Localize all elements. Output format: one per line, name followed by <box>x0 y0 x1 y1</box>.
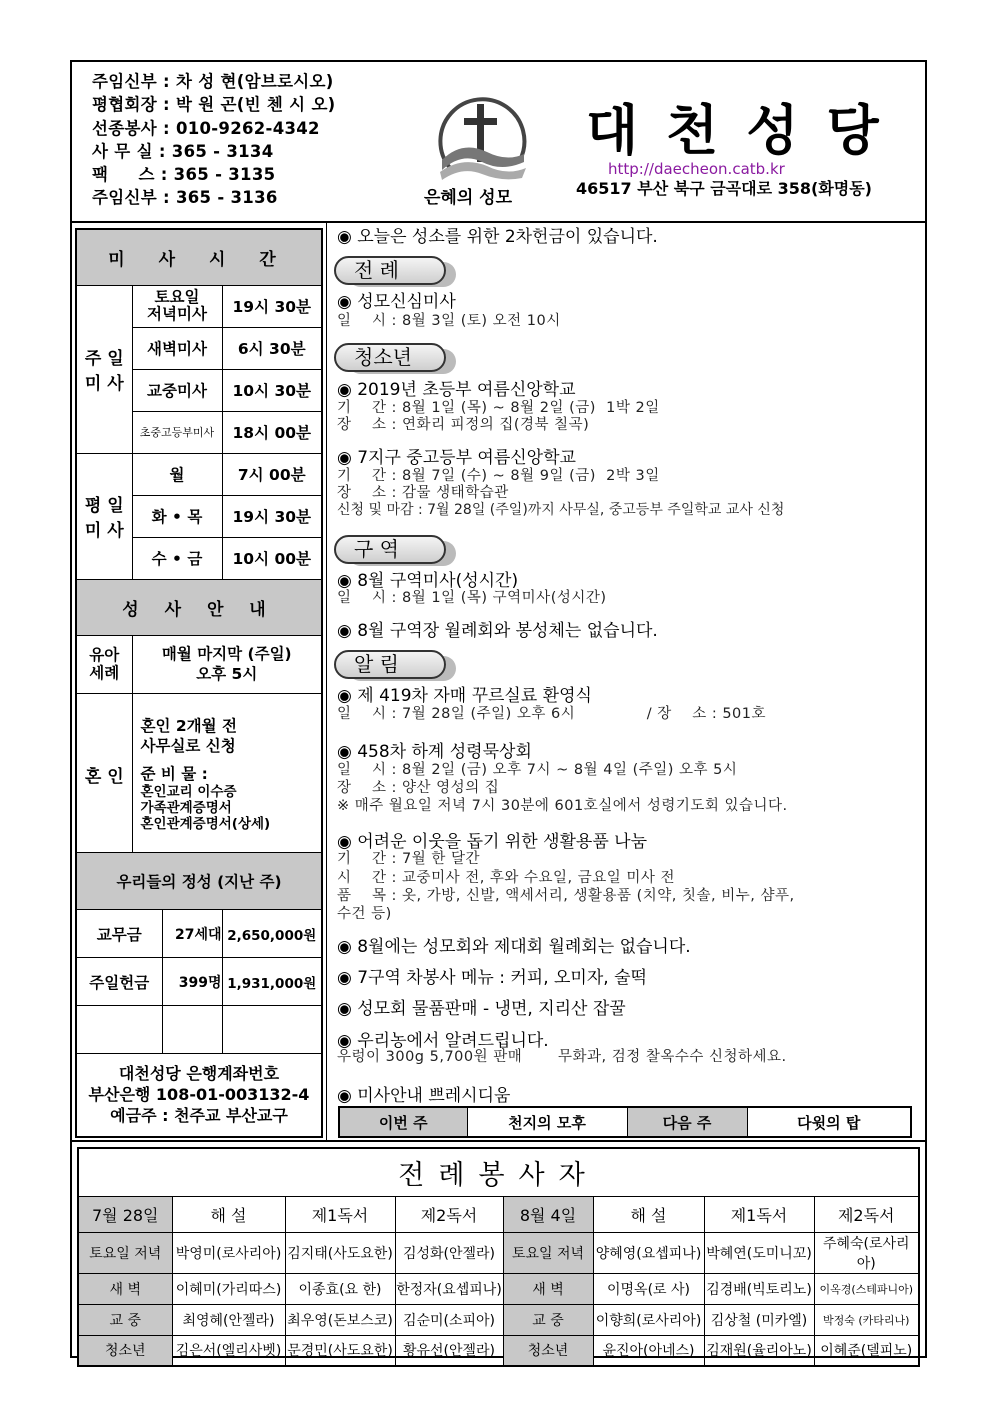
table-row <box>78 1273 919 1304</box>
pastor-phone: 주임신부 : 365 - 3136 <box>92 188 278 208</box>
mass-times-title: 미 사 시 간 <box>76 229 322 285</box>
server-name: 최우영(돈보스코) <box>285 1304 395 1335</box>
mass-time: 19시 30분 <box>222 285 322 327</box>
mass-day: 수 • 금 <box>132 537 222 579</box>
mass-label: 청소년 <box>503 1335 593 1366</box>
mass-name: 새벽미사 <box>132 327 222 369</box>
item-detail: 장 소 : 양산 영성의 집 <box>337 780 500 796</box>
item-detail: 일 시 : 8월 3일 (토) 오전 10시 <box>337 313 561 329</box>
server-name: 한정자(요셉피나) <box>395 1273 503 1304</box>
role-header: 제1독서 <box>704 1196 814 1232</box>
server-name: 윤진아(아네스) <box>593 1335 704 1366</box>
server-name: 김경배(빅토리노) <box>704 1273 814 1304</box>
section-liturgy: 전 례 <box>334 256 446 285</box>
mass-name: 교중미사 <box>132 369 222 411</box>
contact-info <box>92 70 336 210</box>
item-detail: 일 시 : 8월 1일 (목) 구역미사(성시간) <box>337 590 607 606</box>
marriage-prep-list: 혼인교리 이수증 가족관계증명서 혼인관계증명서(상세) <box>140 784 271 833</box>
offering-title: 우리들의 정성 (지난 주) <box>76 853 322 910</box>
funeral-service: 선종봉사 : 010-9262-4342 <box>92 118 320 138</box>
server-name: 양혜영(요셉피나) <box>593 1232 704 1273</box>
server-name: 김지태(사도요한) <box>285 1232 395 1273</box>
item-detail: 일 시 : 7월 28일 (주일) 오후 6시 / 장 소 : 501호 <box>337 706 767 722</box>
date-header: 8월 4일 <box>503 1196 593 1232</box>
bank-title: 대천성당 은행계좌번호 <box>118 1064 280 1084</box>
section-district: 구 역 <box>334 535 446 564</box>
role-header: 제1독서 <box>285 1196 395 1232</box>
next-week-label: 다음 주 <box>627 1107 747 1137</box>
empty-cell <box>162 1006 222 1054</box>
mass-day: 화 • 목 <box>132 495 222 537</box>
server-name: 이향희(로사리아) <box>593 1304 704 1335</box>
presidium-table <box>338 1106 912 1138</box>
item-heading: ◉ 미사안내 쁘레시디움 <box>337 1086 511 1106</box>
baptism-label: 유아 세례 <box>76 635 132 693</box>
table-row <box>78 1335 919 1366</box>
item-detail: 우렁이 300g 5,700원 판매 무화과, 검정 찰옥수수 신청하세요. <box>337 1049 787 1065</box>
role-header: 제2독서 <box>814 1196 919 1232</box>
server-name: 황유선(안젤라) <box>395 1335 503 1366</box>
server-name: 이혜준(델피노) <box>814 1335 919 1366</box>
offering-type: 주일헌금 <box>76 958 162 1006</box>
server-name: 이혜미(가리따스) <box>172 1273 285 1304</box>
mass-label: 교 중 <box>503 1304 593 1335</box>
mass-label: 새 벽 <box>503 1273 593 1304</box>
offering-table <box>75 852 323 1138</box>
server-name: 문경민(사도요한) <box>285 1335 395 1366</box>
section-youth: 청소년 <box>334 343 446 372</box>
server-name: 이종효(요 한) <box>285 1273 395 1304</box>
mass-label: 새 벽 <box>78 1273 172 1304</box>
mass-label: 토요일 저녁 <box>78 1232 172 1273</box>
item-detail: ※ 매주 월요일 저녁 7시 30분에 601호실에서 성령기도회 있습니다. <box>337 798 788 814</box>
mass-day: 월 <box>132 453 222 495</box>
server-name: 이옥경(스테파니아) <box>814 1273 919 1304</box>
mass-label: 토요일 저녁 <box>503 1232 593 1273</box>
empty-cell <box>76 1006 162 1054</box>
item-heading: ◉ 2019년 초등부 여름신앙학교 <box>337 380 576 400</box>
sacrament-title: 성 사 안 내 <box>76 579 322 635</box>
item-heading: ◉ 우리농에서 알려드립니다. <box>337 1031 549 1051</box>
section-announcements: 알 림 <box>334 650 446 679</box>
server-name: 김순미(소피아) <box>395 1304 503 1335</box>
office-phone: 사 무 실 : 365 - 3134 <box>92 141 274 161</box>
next-week-presidium: 다윗의 탑 <box>747 1107 911 1137</box>
marriage-prep-label: 준 비 물 : <box>140 765 208 784</box>
baptism-info: 매월 마지막 (주일) 오후 5시 <box>132 635 322 693</box>
weekday-mass-label: 평 일 미 사 <box>76 453 132 579</box>
table-row <box>78 1232 919 1273</box>
offering-amount: 2,650,000원 <box>222 910 322 958</box>
item-detail: 기 간 : 8월 1일 (목) ~ 8월 2일 (금) 1박 2일 <box>337 400 660 416</box>
mass-label: 청소년 <box>78 1335 172 1366</box>
marriage-apply: 혼인 2개월 전 사무실로 신청 <box>140 717 237 756</box>
website-link[interactable]: http://daecheon.catb.kr <box>608 160 785 178</box>
notice-second-collection: ◉ 오늘은 성소를 위한 2차헌금이 있습니다. <box>337 227 658 247</box>
item-heading: ◉ 8월 구역미사(성시간) <box>337 571 519 591</box>
item-heading: ◉ 성모회 물품판매 - 냉면, 지리산 잡꿀 <box>337 999 626 1019</box>
offering-amount: 1,931,000원 <box>222 958 322 1006</box>
offering-count: 27세대 <box>162 910 222 958</box>
liturgy-servers-table <box>77 1147 920 1367</box>
item-heading: ◉ 제 419차 자매 꾸르실료 환영식 <box>337 686 592 706</box>
server-name: 박정숙 (카타리나) <box>814 1304 919 1335</box>
item-heading: ◉ 7구역 차봉사 메뉴 : 커피, 오미자, 술떡 <box>337 968 647 988</box>
item-detail: 품 목 : 옷, 가방, 신발, 액세서리, 생활용품 (치약, 칫솔, 비누, 샴푸, <box>337 888 795 904</box>
item-detail: 기 간 : 8월 7일 (수) ~ 8월 9일 (금) 2박 3일 <box>337 468 660 484</box>
this-week-label: 이번 주 <box>339 1107 467 1137</box>
bank-account: 부산은행 108-01-003132-4 <box>88 1085 310 1105</box>
item-heading: ◉ 8월 구역장 월례회와 봉성체는 없습니다. <box>337 621 658 641</box>
this-week-presidium: 천지의 모후 <box>467 1107 627 1137</box>
sunday-mass-label: 주 일 미 사 <box>76 285 132 453</box>
empty-cell <box>222 1006 322 1054</box>
mass-label: 교 중 <box>78 1304 172 1335</box>
item-detail: 신청 및 마감 : 7월 28일 (주일)까지 사무실, 중고등부 주일학교 교사 신청 <box>337 502 785 518</box>
mass-time: 19시 30분 <box>222 495 322 537</box>
server-name: 김상철 (미카엘) <box>704 1304 814 1335</box>
item-detail: 일 시 : 8월 2일 (금) 오후 7시 ~ 8월 4일 (주일) 오후 5시 <box>337 762 738 778</box>
server-name: 박영미(로사리아) <box>172 1232 285 1273</box>
item-heading: ◉ 8월에는 성모회와 제대회 월례회는 없습니다. <box>337 937 691 957</box>
marriage-label: 혼 인 <box>76 693 132 856</box>
item-detail: 장 소 : 감물 생태학습관 <box>337 485 509 501</box>
pastor: 주임신부 : 차 성 현(암브로시오) <box>92 72 334 91</box>
church-name: 대천성당 <box>586 99 907 162</box>
item-detail: 기 간 : 7월 한 달간 <box>337 851 481 867</box>
server-name: 최영혜(안젤라) <box>172 1304 285 1335</box>
server-name: 박혜연(도미니꼬) <box>704 1232 814 1273</box>
item-heading: ◉ 458차 하계 성령묵상회 <box>337 742 532 762</box>
offering-count: 399명 <box>162 958 222 1006</box>
role-header: 해 설 <box>593 1196 704 1232</box>
address: 46517 부산 북구 금곡대로 358(화명동) <box>576 179 872 198</box>
server-name: 이명옥(로 사) <box>593 1273 704 1304</box>
server-name: 주혜숙(로사리아) <box>814 1232 919 1273</box>
item-detail: 시 간 : 교중미사 전, 후와 수요일, 금요일 미사 전 <box>337 870 676 886</box>
server-name: 김재원(율리아노) <box>704 1335 814 1366</box>
offering-type: 교무금 <box>76 910 162 958</box>
account-holder: 예금주 : 천주교 부산교구 <box>110 1106 288 1126</box>
item-detail: 장 소 : 연화리 피정의 집(경북 칠곡) <box>337 417 590 433</box>
mass-name: 토요일 저녁미사 <box>132 285 222 327</box>
church-logo-icon <box>432 90 532 185</box>
mass-name: 초중고등부미사 <box>132 411 222 453</box>
role-header: 제2독서 <box>395 1196 503 1232</box>
table-row <box>78 1304 919 1335</box>
mass-times-table <box>75 228 323 857</box>
fax: 팩 스 : 365 - 3135 <box>92 165 276 185</box>
server-name: 김은서(엘리사벳) <box>172 1335 285 1366</box>
logo-caption: 은혜의 성모 <box>424 188 513 208</box>
server-name: 김성화(안젤라) <box>395 1232 503 1273</box>
divider <box>326 223 327 1140</box>
item-heading: ◉ 7지구 중고등부 여름신앙학교 <box>337 448 576 468</box>
mass-time: 6시 30분 <box>222 327 322 369</box>
role-header: 해 설 <box>172 1196 285 1232</box>
item-heading: ◉ 어려운 이웃을 돕기 위한 생활용품 나눔 <box>337 832 648 852</box>
council-president: 평협회장 : 박 원 곤(빈 첸 시 오) <box>92 95 336 115</box>
date-header: 7월 28일 <box>78 1196 172 1232</box>
servers-title: 전례봉사자 <box>78 1148 919 1196</box>
item-heading: ◉ 성모신심미사 <box>337 292 456 312</box>
item-detail: 수건 등) <box>337 906 392 922</box>
mass-time: 10시 30분 <box>222 369 322 411</box>
divider <box>70 1140 927 1142</box>
mass-time: 10시 00분 <box>222 537 322 579</box>
mass-time: 18시 00분 <box>222 411 322 453</box>
mass-time: 7시 00분 <box>222 453 322 495</box>
